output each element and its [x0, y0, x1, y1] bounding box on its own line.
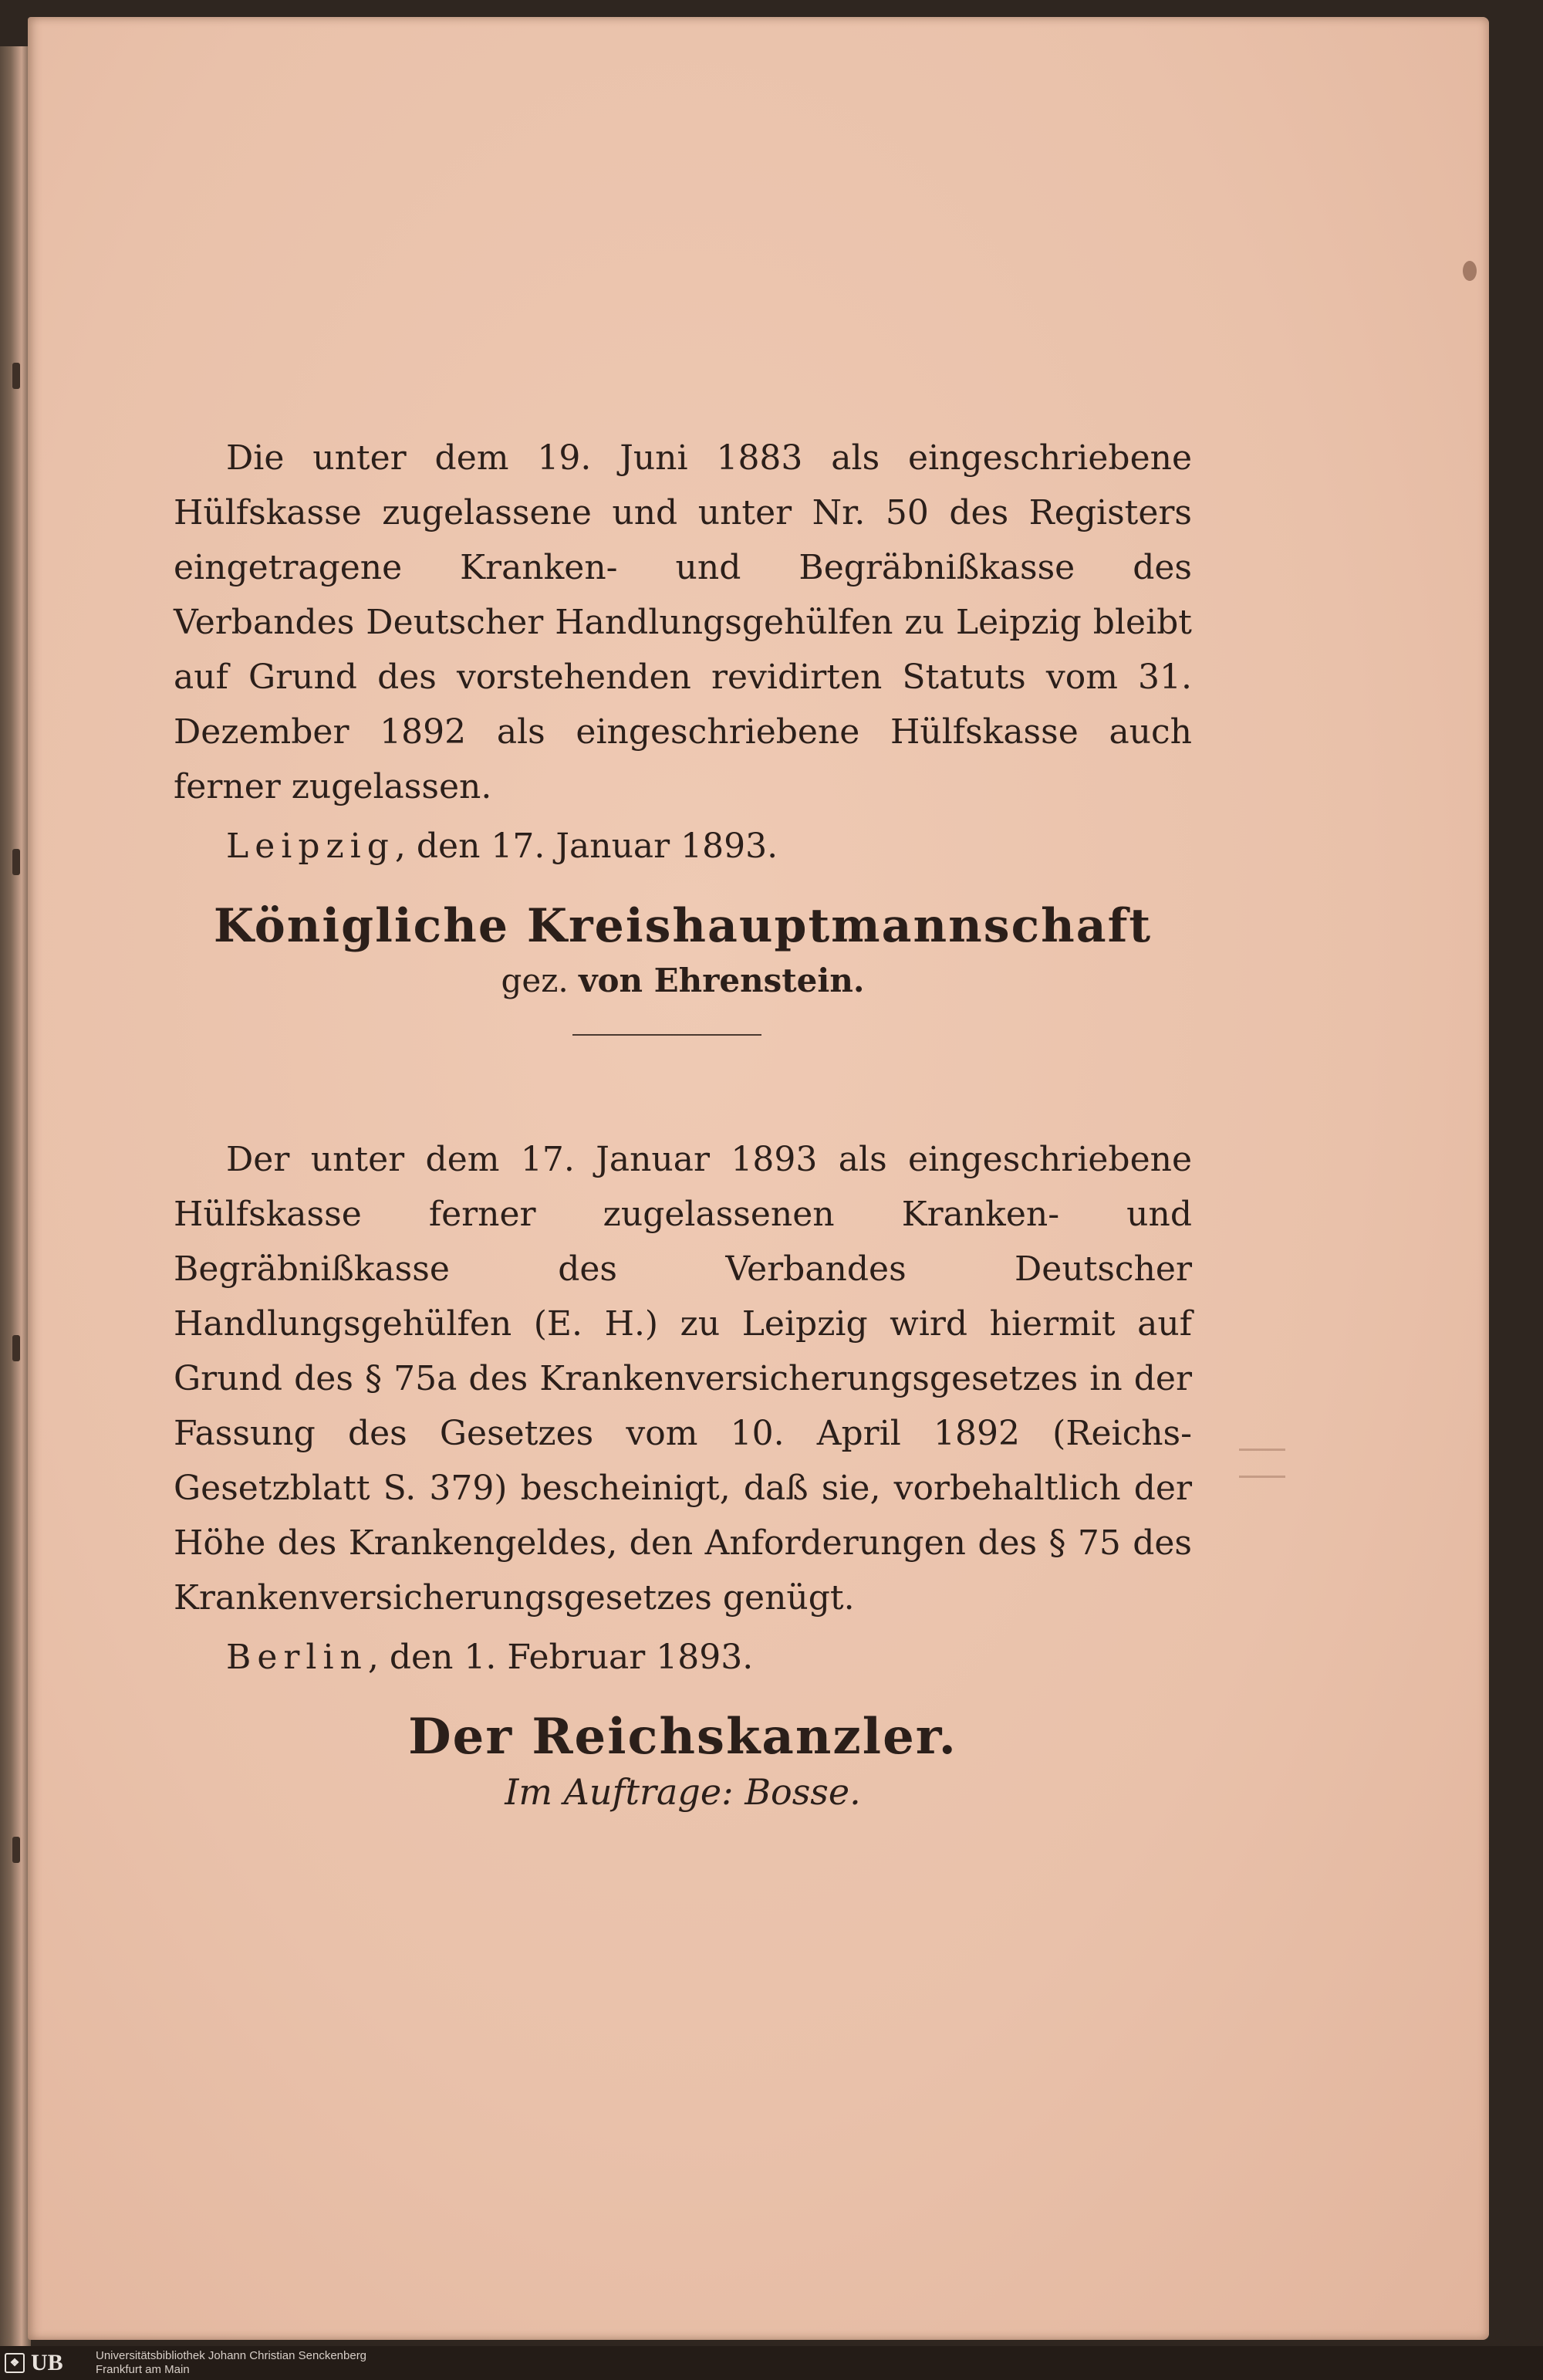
- dateline-place: Berlin: [226, 1638, 368, 1677]
- binding-stitch: [12, 849, 20, 875]
- paper-mark: [1239, 1449, 1285, 1451]
- binding-stitch: [12, 363, 20, 389]
- library-logo: [5, 2351, 89, 2375]
- certification-paragraph: Der unter dem 17. Januar 1893 als eingeschriebene Hülfskasse ferner zugelassenen Kranken- und Begräbnißkasse des Verbandes Deutscher Handlungsgehülfen (E. H.) zu Leipzig wird hiermit auf Grund des § 75a des Krankenversicherungsgesetzes in der Fassung des Gesetzes vom 10. April 1892 (Reichs-Gesetzblatt S. 379) bescheinigt, daß sie, vorbehaltlich der Höhe des Krankengeldes, den Anforderungen des § 75 des Krankenversicherungsgesetzes genügt.: [174, 1140, 1192, 1618]
- logo-text: UB: [31, 2350, 63, 2375]
- book-binding-edge: [0, 46, 31, 2354]
- signature-prefix: gez.: [501, 962, 569, 999]
- dateline-date: , den 1. Februar 1893.: [367, 1638, 754, 1677]
- dateline-leipzig: [174, 819, 1192, 874]
- library-name: [96, 2349, 366, 2377]
- library-line-2: Frankfurt am Main: [96, 2363, 190, 2376]
- dateline-berlin: [174, 1630, 1192, 1685]
- section-divider: [572, 1034, 761, 1036]
- authority-title: Königliche Kreishauptmannschaft: [213, 899, 1153, 953]
- section-certification-berlin: [174, 1132, 1192, 1816]
- signature-line: Im Auftrage: Bosse.: [505, 1771, 861, 1813]
- approval-paragraph: Die unter dem 19. Juni 1883 als eingeschriebene Hülfskasse zugelassene und unter Nr. 50 des Registers eingetragene Kranken- und Begräbnißkasse des Verbandes Deutscher Handlungsgehülfen zu Leipzig bleibt auf Grund des vorstehenden revidirten Statuts vom 31. Dezember 1892 als eingeschriebene Hülfskasse auch ferner zugelassen.: [174, 438, 1192, 806]
- authority-title: Der Reichskanzler.: [408, 1708, 957, 1766]
- paper-spot: [1463, 261, 1477, 281]
- library-footer: [0, 2346, 1543, 2380]
- binding-stitch: [12, 1837, 20, 1863]
- paper-mark: [1239, 1476, 1285, 1478]
- signature-line: [174, 957, 1192, 1005]
- dateline-date: , den 17. Januar 1893.: [394, 827, 778, 866]
- signature-name: von Ehrenstein.: [579, 962, 865, 999]
- library-line-1: Universitätsbibliothek Johann Christian Senckenberg: [96, 2349, 367, 2362]
- dateline-place: Leipzig: [226, 827, 395, 866]
- section-approval-leipzig: [174, 431, 1192, 1005]
- seal-icon: ❖: [5, 2353, 25, 2373]
- binding-stitch: [12, 1335, 20, 1361]
